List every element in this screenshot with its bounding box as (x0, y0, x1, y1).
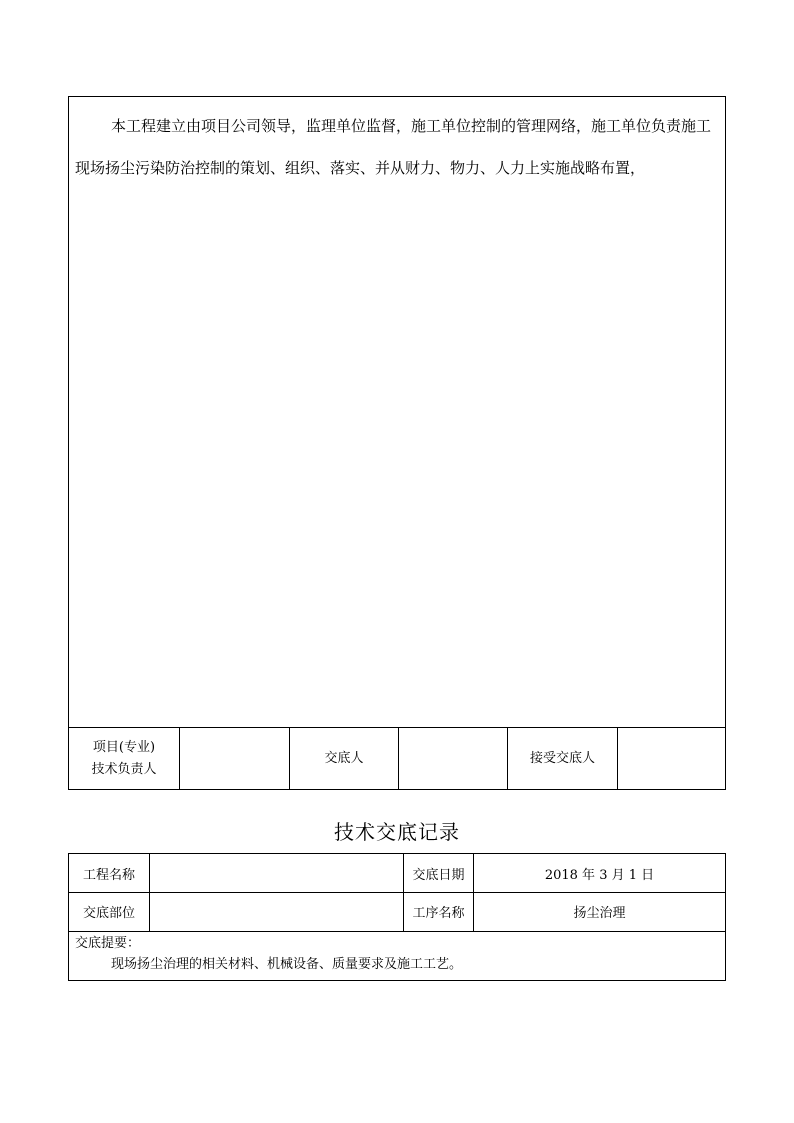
summary-text: 现场扬尘治理的相关材料、机械设备、质量要求及施工工艺。 (111, 957, 463, 972)
project-name-label: 工程名称 (82, 867, 135, 883)
body-paragraph: 本工程建立由项目公司领导，监理单位监督，施工单位控制的管理网络，施工单位负责施工现场扬尘污染防治控制的策划、组织、落实、并从财力、物力、人力上实施战略布置， (75, 117, 712, 177)
project-tech-lead-label (69, 728, 179, 790)
summary-section (69, 931, 725, 980)
content-box (68, 96, 726, 790)
date-label: 交底日期 (403, 854, 473, 892)
discloser-label: 交底人 (289, 728, 398, 790)
project-tech-lead-label-line1: 项目(专业) (92, 740, 156, 755)
record-row-part (69, 892, 725, 932)
discloser-value (398, 728, 507, 790)
project-tech-lead-label-line2: 技术负责人 (91, 762, 157, 777)
record-table (68, 853, 726, 981)
record-row-project (69, 854, 725, 893)
process-label: 工序名称 (403, 892, 473, 931)
receiver-label: 接受交底人 (507, 728, 617, 790)
date-value: 2018 年 3 月 1 日 (473, 854, 725, 892)
part-label: 交底部位 (82, 906, 135, 921)
project-name-value (149, 854, 403, 892)
part-value (149, 892, 403, 931)
summary-label: 交底提要： (75, 936, 141, 951)
receiver-value (617, 728, 725, 790)
signature-row (69, 727, 725, 790)
project-tech-lead-value (179, 728, 289, 790)
process-value: 扬尘治理 (473, 892, 725, 931)
document-title: 技术交底记录 (334, 820, 460, 844)
